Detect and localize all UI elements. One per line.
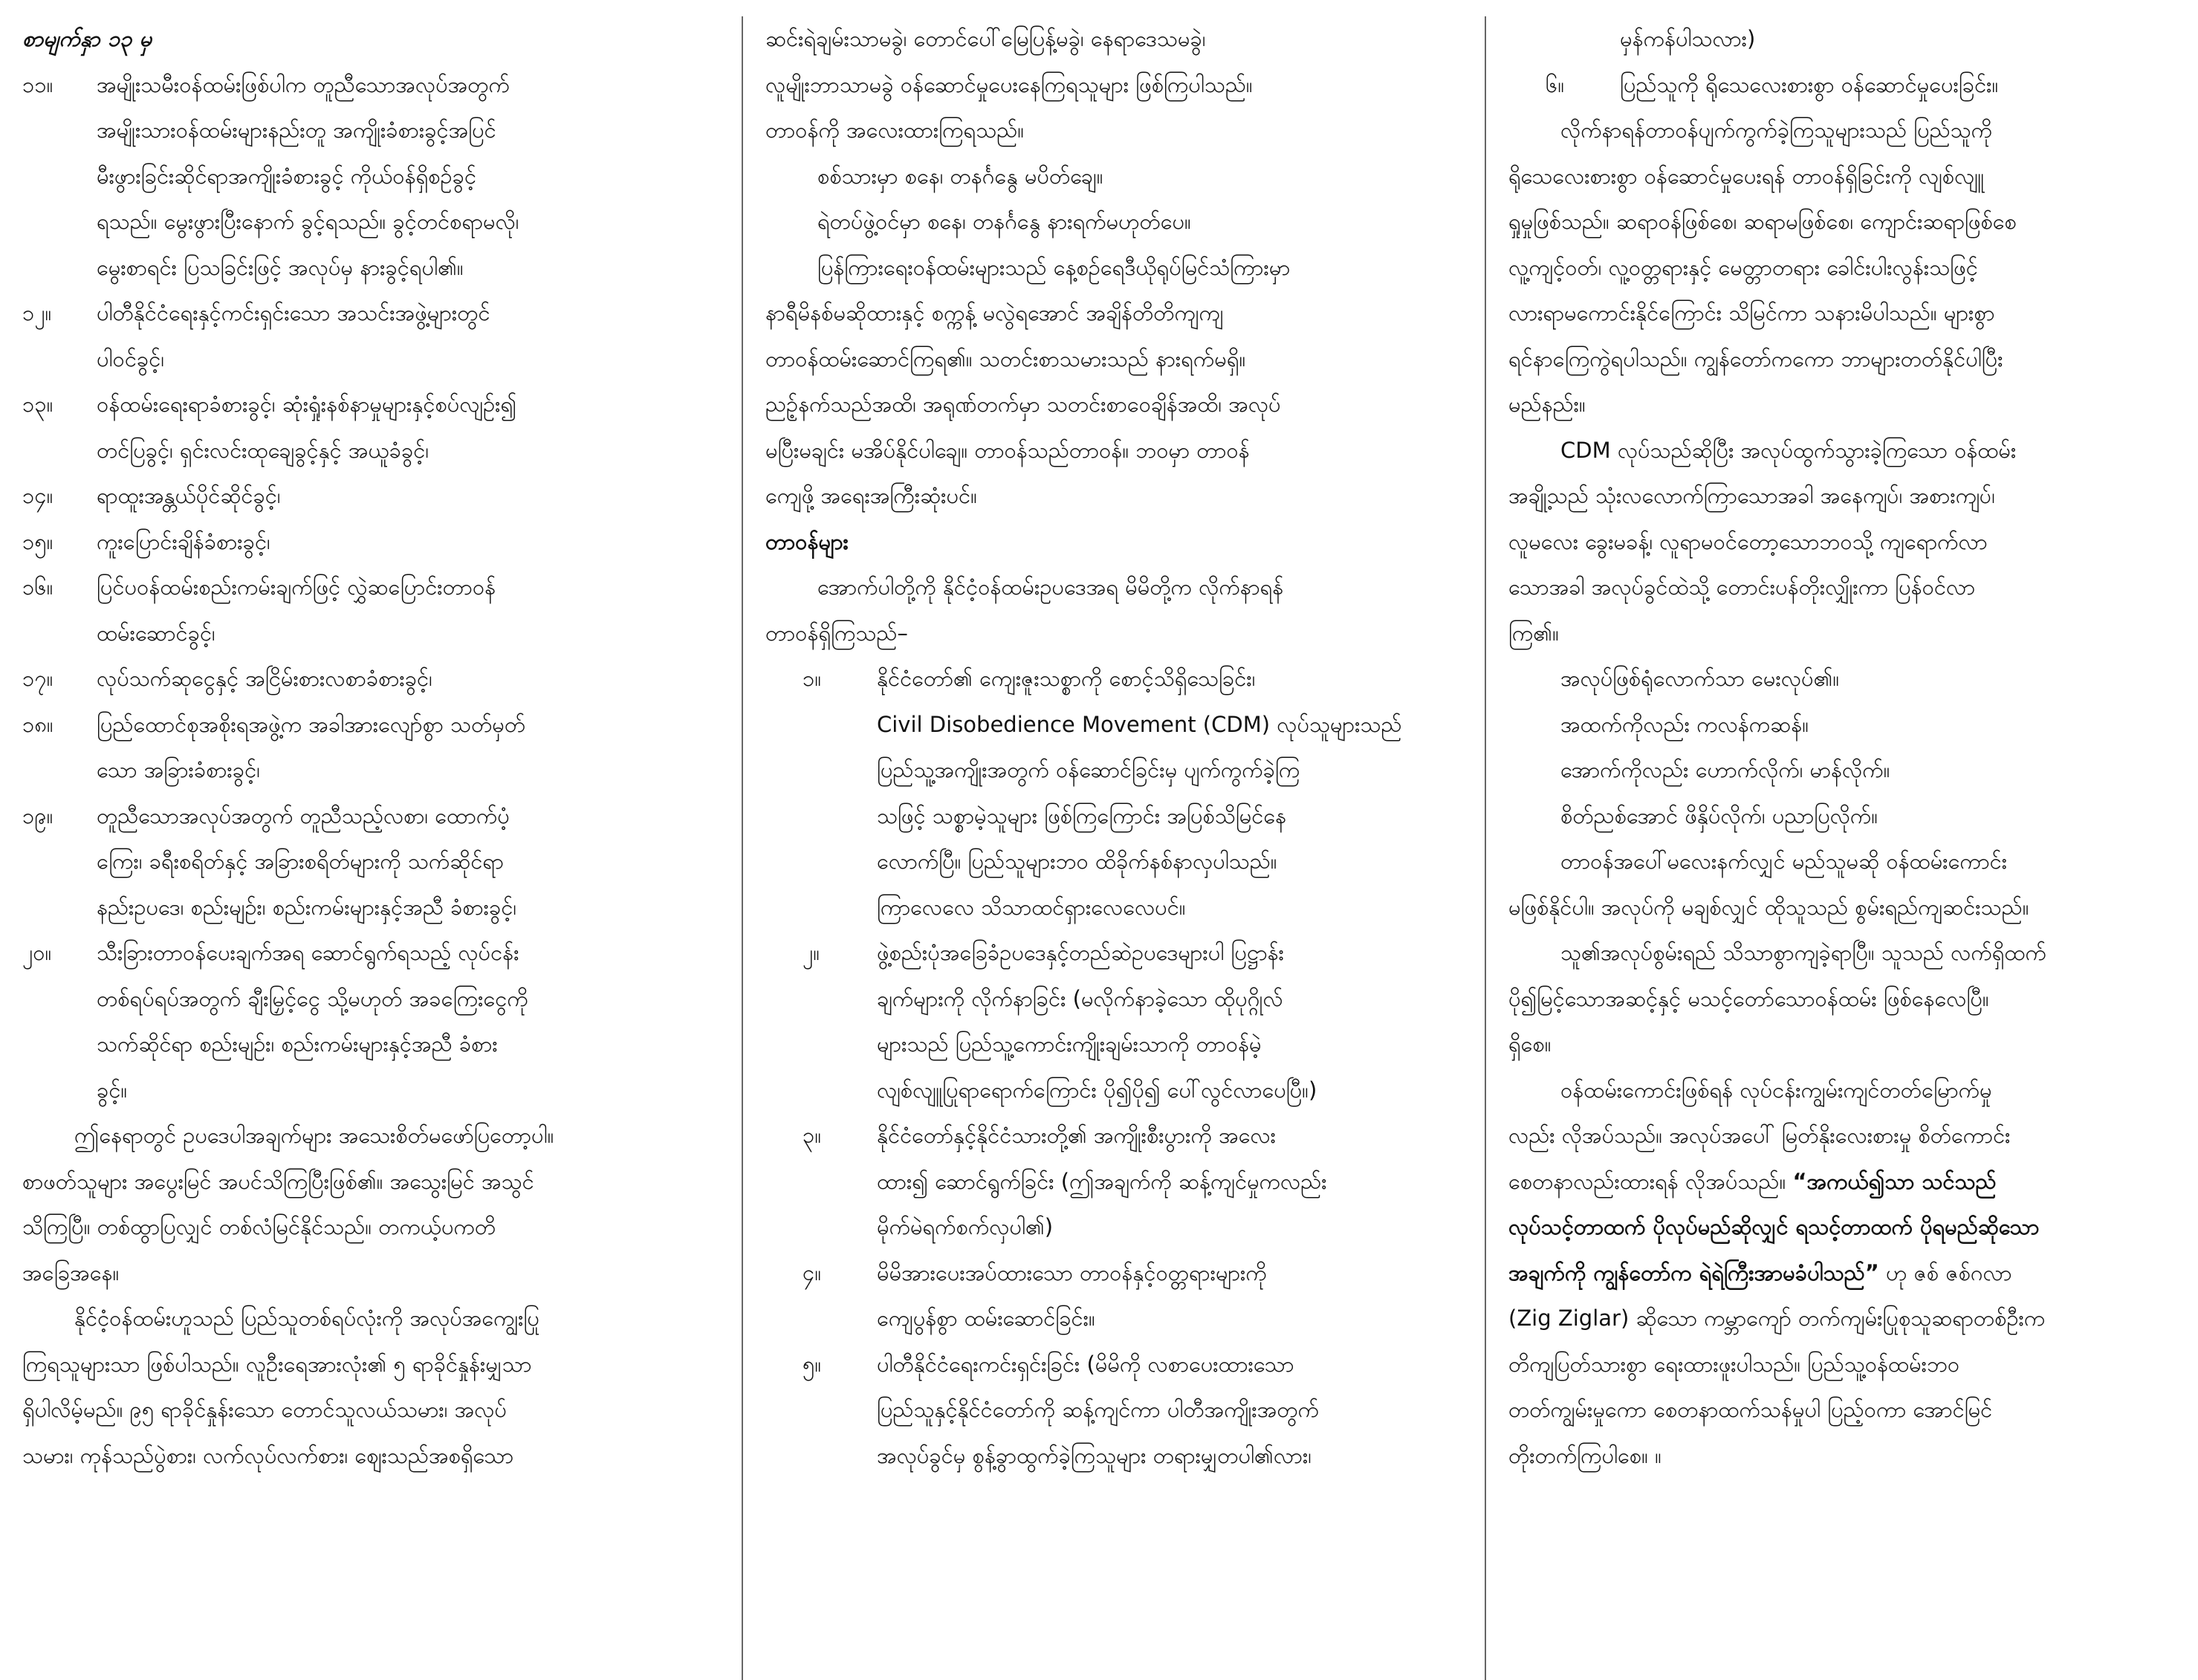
- paragraph-line: သိကြပြီ။ တစ်ထွာပြလျှင် တစ်လံမြင်နိုင်သည်။ တကယ့်ပကတိ: [22, 1214, 496, 1239]
- item-continuation: အလုပ်ခွင်မှ စွန့်ခွာထွက်ခဲ့ကြသူများ တရားမျှတပါ၏လား၊: [877, 1442, 1312, 1468]
- item-text: ကူးပြောင်းချိန်ခံစားခွင့်၊: [97, 528, 270, 554]
- verse-line: ရဲတပ်ဖွဲ့ဝင်မှာ စနေ၊ တနင်္ဂနွေ နားရက်မဟုတ်ပေ။: [817, 209, 1191, 234]
- item-number: ၁၄။: [22, 483, 54, 508]
- item-continuation: မီးဖွားခြင်းဆိုင်ရာအကျိုးခံစားခွင့် ကိုယ်ဝန်ရှိစဉ်ခွင့်: [97, 163, 477, 189]
- paragraph-line: တာဝန်ရှိကြသည်–: [765, 620, 908, 646]
- item-continuation: ကျေပွန်စွာ ထမ်းဆောင်ခြင်း။: [877, 1306, 1095, 1331]
- item-text: သီးခြားတာဝန်ပေးချက်အရ ဆောင်ရွက်ရသည့် လုပ်ငန်း: [97, 940, 519, 965]
- numbered-item: [765, 1113, 1462, 1159]
- paragraph-line: လိုက်နာရန်တာဝန်ပျက်ကွက်ခဲ့ကြသူများသည် ပြည်သူကို: [1560, 117, 1993, 143]
- item-continuation: မိုက်မဲရက်စက်လှပါ၏): [877, 1214, 1054, 1239]
- item-number: ၅။: [803, 1351, 822, 1377]
- item-text: ပါတီနိုင်ငံရေးနှင့်ကင်းရှင်းသော အသင်းအဖွဲ့များတွင်: [97, 300, 490, 325]
- paragraph-line: နိုင်ငံ့ဝန်ထမ်းဟူသည် ပြည်သူတစ်ရပ်လုံးကို အလုပ်အကျွေးပြု: [74, 1306, 539, 1331]
- paragraph-line: ကြ၏။: [1508, 620, 1559, 646]
- paragraph-line: ညဉ့်နက်သည်အထိ၊ အရုဏ်တက်မှာ သတင်းစာဝေချိန်အထိ၊ အလုပ်: [765, 392, 1281, 417]
- paragraph-line: တာဝန်အပေါ်မလေးနက်လျှင် မည်သူမဆို ဝန်ထမ်းကောင်း: [1560, 849, 2008, 874]
- verse-line: စိတ်ညစ်အောင် ဖိနှိပ်လိုက်၊ ပညာပြလိုက်။: [1560, 802, 1878, 828]
- numbered-item: [22, 519, 719, 565]
- paragraph-line: မဖြစ်နိုင်ပါ။ အလုပ်ကို မချစ်လျှင် ထိုသူသည် စွမ်းရည်ကျဆင်းသည်။: [1508, 894, 2029, 920]
- verse-line: အလုပ်ဖြစ်ရုံလောက်သာ မေးလုပ်၏။: [1560, 666, 1840, 691]
- item-continuation: ပါဝင်ခွင့်၊: [97, 346, 164, 372]
- column-1: [0, 16, 743, 1680]
- item-continuation: Civil Disobedience Movement (CDM) လုပ်သူများသည်: [877, 711, 1402, 737]
- item-number: ၁၈။: [22, 711, 54, 737]
- numbered-item: [22, 656, 719, 702]
- paragraph-line: ရှိစေ။: [1508, 1031, 1552, 1057]
- item-text: ရာထူးအန္တယ်ပိုင်ဆိုင်ခွင့်၊: [97, 483, 281, 508]
- item-number: ၃။: [803, 1123, 822, 1148]
- item-continuation: တင်ပြခွင့်၊ ရှင်းလင်းထုချေခွင့်နှင့် အယူခံခွင့်၊: [97, 437, 429, 463]
- paragraph-line: တာဝန်ကို အလေးထားကြရသည်။: [765, 117, 1025, 143]
- item-continuation: သဖြင့် သစ္စာမဲ့သူများ ဖြစ်ကြကြောင်း အပြစ်သိမြင်နေ: [877, 802, 1287, 828]
- numbered-item: [22, 702, 719, 748]
- numbered-item: [22, 473, 719, 519]
- item-text: ပြည်ထောင်စုအစိုးရအဖွဲ့က အခါအားလျော်စွာ သတ်မှတ်: [97, 711, 526, 737]
- paragraph-line: ကျေဖို့ အရေးအကြီးဆုံးပင်။: [765, 483, 977, 508]
- numbered-item: [22, 382, 719, 428]
- item-text: နိုင်ငံတော်၏ ကျေးဇူးသစ္စာကို စောင့်သိရှိသေခြင်း၊: [877, 666, 1256, 691]
- paragraph-line: တတ်ကျွမ်းမှုကော စေတနာထက်သန်မှုပါ ပြည့်ဝကာ အောင်မြင်: [1508, 1397, 1993, 1422]
- paragraph-line: လည်း လိုအပ်သည်။ အလုပ်အပေါ် မြတ်နိုးလေးစားမှု စိတ်ကောင်း: [1508, 1123, 2011, 1148]
- item-continuation: ထမ်းဆောင်ခွင့်၊: [97, 620, 215, 646]
- item-number: ၂။: [803, 940, 820, 965]
- item-continuation: သော အခြားခံစားခွင့်၊: [97, 757, 260, 782]
- numbered-item: [22, 565, 719, 611]
- paragraph-line: အောက်ပါတို့ကို နိုင်ငံ့ဝန်ထမ်းဥပဒေအရ မိမိတို့က လိုက်နာရန်: [817, 574, 1284, 600]
- paragraph-line: ရှိပါလိမ့်မည်။ ၉၅ ရာခိုင်နှုန်းသော တောင်သူလယ်သမား၊ အလုပ်: [22, 1397, 507, 1422]
- item-number: ၁၃။: [22, 392, 54, 417]
- paragraph-line: ပြန်ကြားရေးဝန်ထမ်းများသည် နေ့စဉ်ရေဒီယိုရုပ်မြင်သံကြားမှာ: [817, 254, 1291, 280]
- paragraph-line: သောအခါ အလုပ်ခွင်ထဲသို့ တောင်းပန်တိုးလျှိုးကာ ပြန်ဝင်လာ: [1508, 574, 1976, 600]
- item-text: ပြည်သူကို ရိုသေလေးစားစွာ ဝန်ဆောင်မှုပေးခြင်း။: [1620, 71, 1999, 97]
- item-continuation: မှန်ကန်ပါသလား): [1620, 26, 1756, 51]
- item-number: ၂၀။: [22, 940, 52, 965]
- column-3: [1486, 16, 2198, 1680]
- paragraph-line: လူ့ကျင့်ဝတ်၊ လူ့ဝတ္တရားနှင့် မေတ္တာတရား ခေါင်းပါးလွန်းသဖြင့်: [1508, 254, 1978, 280]
- paragraph-line: လူမျိုးဘာသာမခွဲ ဝန်ဆောင်မှုပေးနေကြရသူများ ဖြစ်ကြပါသည်။: [765, 71, 1253, 97]
- paragraph-line: နာရီမိနစ်မဆိုထားနှင့် စက္ကန့် မလွဲရအောင် အချိန်တိတိကျကျ: [765, 300, 1224, 325]
- verse-line: စစ်သားမှာ စနေ၊ တနင်္ဂနွေ မပိတ်ချေ။: [817, 163, 1103, 189]
- item-continuation: သက်ဆိုင်ရာ စည်းမျဉ်း၊ စည်းကမ်းများနှင့်အညီ ခံစား: [97, 1031, 498, 1057]
- numbered-item: [765, 1251, 1462, 1297]
- item-continuation: ပြည်သူနှင့်နိုင်ငံတော်ကို ဆန့်ကျင်ကာ ပါတီအကျိုးအတွက်: [877, 1397, 1319, 1422]
- paragraph-line: လူမလေး ခွေးမခန့်၊ လူရာမဝင်တော့သောဘဝသို့ ကျရောက်လာ: [1508, 528, 1988, 554]
- numbered-item: [765, 930, 1462, 976]
- numbered-item: [765, 1342, 1462, 1388]
- paragraph-line: ဆင်းရဲချမ်းသာမခွဲ၊ တောင်ပေါ်မြေပြန့်မခွဲ၊ နေရာဒေသမခွဲ၊: [765, 26, 1206, 51]
- item-text: အမျိုးသမီးဝန်ထမ်းဖြစ်ပါက တူညီသောအလုပ်အတွက်: [97, 71, 510, 97]
- paragraph-line: စာဖတ်သူများ အပွေးမြင် အပင်သိကြပြီးဖြစ်၏။ အသွေးမြင် အသွင်: [22, 1168, 534, 1194]
- paragraph-line: မပြီးမချင်း မအိပ်နိုင်ပါချေ။ တာဝန်သည်တာဝန်။ ဘဝမှာ တာဝန်: [765, 437, 1250, 463]
- item-text: ဖွဲ့စည်းပုံအခြေခံဥပဒေနှင့်တည်ဆဲဥပဒေများပါ ပြဋ္ဌာန်း: [877, 940, 1285, 965]
- page-reference: စာမျက်နှာ ၁၃ မှ: [22, 26, 152, 51]
- quote-text: လုပ်သင့်တာထက် ပိုလုပ်မည်ဆိုလျှင် ရသင့်တာထက် ပိုရမည်ဆိုသော: [1508, 1214, 2040, 1239]
- paragraph-line: သမား၊ ကုန်သည်ပွဲစား၊ လက်လုပ်လက်စား၊ ဈေးသည်အစရှိသော: [22, 1442, 514, 1468]
- item-continuation: ချက်များကို လိုက်နာခြင်း (မလိုက်နာခဲ့သော ထိုပုဂ္ဂိုလ်: [877, 985, 1283, 1011]
- paragraph-text: ဟု ဇစ် ဇစ်ဂလာ: [1878, 1259, 2012, 1285]
- item-continuation: ရသည်။ မွေးဖွားပြီးနောက် ခွင့်ရသည်။ ခွင့်တင်စရာမလို၊: [97, 209, 519, 234]
- verse-line: အောက်ကိုလည်း ဟောက်လိုက်၊ မာန်လိုက်။: [1560, 757, 1890, 782]
- paragraph-line: အချို့သည် သုံးလလောက်ကြာသောအခါ အနေကျပ်၊ အစားကျပ်၊: [1508, 483, 1995, 508]
- item-text: ဝန်ထမ်းရေးရာခံစားခွင့်၊ ဆုံးရှုံးနစ်နာမှုများနှင့်စပ်လျဉ်း၍: [97, 392, 517, 417]
- item-number: ၁။: [803, 666, 822, 691]
- item-continuation: ကြေး၊ ခရီးစရိတ်နှင့် အခြားစရိတ်များကို သက်ဆိုင်ရာ: [97, 849, 504, 874]
- item-number: ၄။: [803, 1259, 822, 1285]
- numbered-item: [765, 656, 1462, 702]
- item-text: ပြင်ပဝန်ထမ်းစည်းကမ်းချက်ဖြင့် လွှဲဆပြောင်းတာဝန်: [97, 574, 496, 600]
- item-continuation: မွေးစာရင်း ပြသခြင်းဖြင့် အလုပ်မှ နားခွင့်ရပါ၏။: [97, 254, 464, 280]
- paragraph-line: ကြရသူများသာ ဖြစ်ပါသည်။ လူဦးရေအားလုံး၏ ၅ ရာခိုင်နှုန်းမျှသာ: [22, 1351, 532, 1377]
- paragraph-line: ဤနေရာတွင် ဥပဒေပါအချက်များ အသေးစိတ်မဖော်ပြတော့ပါ။: [74, 1123, 554, 1148]
- quote-text: အချက်ကို ကျွန်တော်က ရဲရဲကြီးအာမခံပါသည်”: [1508, 1259, 1879, 1285]
- paragraph-text: စေတနာလည်းထားရန် လိုအပ်သည်။: [1508, 1168, 1793, 1194]
- item-text: လုပ်သက်ဆုငွေနှင့် အငြိမ်းစားလစာခံစားခွင့်၊: [97, 666, 432, 691]
- paragraph-line: ပို၍မြင့်သောအဆင့်နှင့် မသင့်တော်သောဝန်ထမ်း ဖြစ်နေလေပြီ။: [1508, 985, 1989, 1011]
- paragraph-line: ရိုသေလေးစားစွာ ဝန်ဆောင်မှုပေးရန် တာဝန်ရှိခြင်းကို လျစ်လျူ: [1508, 163, 1985, 189]
- item-continuation: လျစ်လျူပြုရာရောက်ကြောင်း ပို၍ပို၍ ပေါ်လွင်လာပေပြီ။): [877, 1077, 1317, 1103]
- paragraph-line: မည်နည်း။: [1508, 392, 1586, 417]
- quote-line: [1508, 1251, 2176, 1297]
- item-continuation: တစ်ရပ်ရပ်အတွက် ချီးမြှင့်ငွေ သို့မဟုတ် အခကြေးငွေကို: [97, 985, 528, 1011]
- paragraph-line: ရင်နာကြေကွဲရပါသည်။ ကျွန်တော်ကကော ဘာများတတ်နိုင်ပါပြီး: [1508, 346, 2003, 372]
- item-number: ၁၅။: [22, 528, 54, 554]
- item-continuation: လောက်ပြီ။ ပြည်သူများဘဝ ထိခိုက်နစ်နာလှပါသည်။: [877, 849, 1277, 874]
- paragraph-line: တာဝန်ထမ်းဆောင်ကြရ၏။ သတင်းစာသမားသည် နားရက်မရှိ။: [765, 346, 1246, 372]
- numbered-item: [1508, 62, 2176, 108]
- numbered-item: [22, 291, 719, 337]
- item-number: ၁၂။: [22, 300, 52, 325]
- numbered-item: [22, 794, 719, 840]
- quote-text: “အကယ်၍သာ သင်သည်: [1792, 1168, 1997, 1194]
- item-continuation: နည်းဥပဒေ၊ စည်းမျဉ်း၊ စည်းကမ်းများနှင့်အညီ ခံစားခွင့်၊: [97, 894, 517, 920]
- verse-line: အထက်ကိုလည်း ကလန်ကဆန်။: [1560, 711, 1809, 737]
- paragraph-line: CDM လုပ်သည်ဆိုပြီး အလုပ်ထွက်သွားခဲ့ကြသော ဝန်ထမ်း: [1560, 437, 2017, 463]
- item-number: ၁၉။: [22, 802, 54, 828]
- numbered-item: [22, 930, 719, 976]
- item-continuation: ကြာလေလေ သိသာထင်ရှားလေလေပင်။: [877, 894, 1186, 920]
- numbered-item: [22, 62, 719, 108]
- section-heading: တာဝန်များ: [765, 528, 849, 554]
- item-continuation: ခွင့်။: [97, 1077, 128, 1103]
- item-continuation: ထား၍ ဆောင်ရွက်ခြင်း (ဤအချက်ကို ဆန့်ကျင်မှုကလည်း: [877, 1168, 1327, 1194]
- paragraph-line: သူ၏အလုပ်စွမ်းရည် သိသာစွာကျခဲ့ရာပြီ။ သူသည် လက်ရှိထက်: [1560, 940, 2046, 965]
- paragraph-line: တိုးတက်ကြပါစေ။ ။: [1508, 1442, 1662, 1468]
- item-number: ၁၆။: [22, 574, 54, 600]
- item-continuation: များသည် ပြည်သူ့ကောင်းကျိုးချမ်းသာကို တာဝန်မဲ့: [877, 1031, 1262, 1057]
- paragraph-line: ရှုမှုဖြစ်သည်။ ဆရာဝန်ဖြစ်စေ၊ ဆရာမဖြစ်စေ၊ ကျောင်းဆရာဖြစ်စေ: [1508, 209, 2017, 234]
- item-text: နိုင်ငံတော်နှင့်နိုင်ငံသားတို့၏ အကျိုးစီးပွားကို အလေး: [877, 1123, 1277, 1148]
- item-number: ၁၁။: [22, 71, 54, 97]
- paragraph-line: ဝန်ထမ်းကောင်းဖြစ်ရန် လုပ်ငန်းကျွမ်းကျင်တတ်မြောက်မှု: [1560, 1077, 1992, 1103]
- item-number: ၁၇။: [22, 666, 54, 691]
- quote-line: [1508, 1159, 2176, 1205]
- item-number: ၆။: [1546, 71, 1565, 97]
- paragraph-line: လားရာမကောင်းနိုင်ကြောင်း သိမြင်ကာ သနားမိပါသည်။ များစွာ: [1508, 300, 1995, 325]
- item-text: ပါတီနိုင်ငံရေးကင်းရှင်းခြင်း (မိမိကို လစာပေးထားသော: [877, 1351, 1294, 1377]
- paragraph-line: တိကျပြတ်သားစွာ ရေးထားဖူးပါသည်။ ပြည်သူ့ဝန်ထမ်းဘဝ: [1508, 1351, 1960, 1377]
- paragraph-line: အခြေအနေ။: [22, 1259, 120, 1285]
- item-text: မိမိအားပေးအပ်ထားသော တာဝန်နှင့်ဝတ္တရားများကို: [877, 1259, 1267, 1285]
- item-text: တူညီသောအလုပ်အတွက် တူညီသည့်လစာ၊ ထောက်ပံ့: [97, 802, 510, 828]
- item-continuation: ပြည်သူ့အကျိုးအတွက် ဝန်ဆောင်ခြင်းမှ ပျက်ကွက်ခဲ့ကြ: [877, 757, 1300, 782]
- item-continuation: အမျိုးသားဝန်ထမ်းများနည်းတူ အကျိုးခံစားခွင့်အပြင်: [97, 117, 496, 143]
- column-2: [743, 16, 1486, 1680]
- paragraph-line: (Zig Ziglar) ဆိုသော ကမ္ဘာကျော် တက်ကျမ်းပြုစုသူဆရာတစ်ဦးက: [1508, 1306, 2046, 1331]
